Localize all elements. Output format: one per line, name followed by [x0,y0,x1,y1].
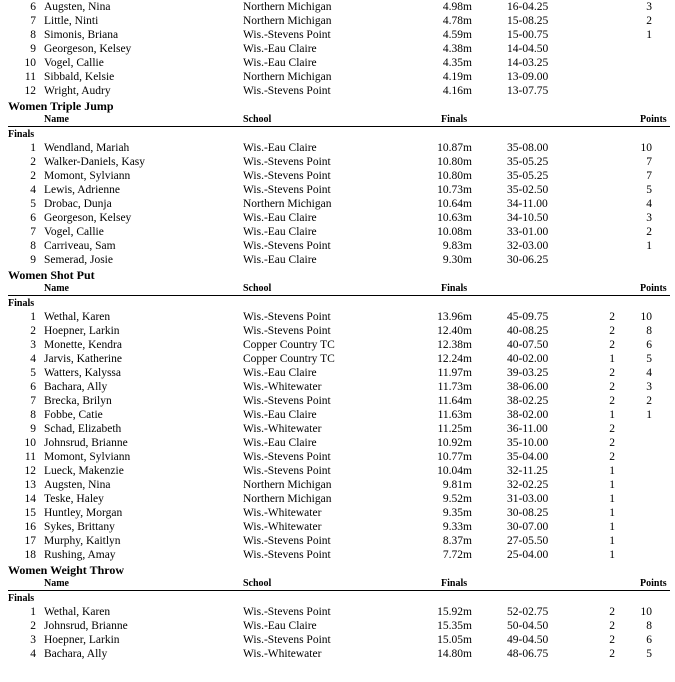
result-mark: 12.40m [437,325,472,337]
result-school: Wis.-Eau Claire [243,409,317,421]
result-points: 1 [646,409,652,421]
result-name: Drobac, Dunja [44,198,112,210]
result-row [0,422,675,436]
result-row [0,42,675,56]
result-school: Wis.-Stevens Point [243,170,331,182]
result-points: 5 [646,648,652,660]
result-heat: 1 [609,465,615,477]
event-title: Women Shot Put [8,268,95,282]
result-place: 3 [30,339,36,351]
result-place: 12 [24,85,36,97]
result-row [0,366,675,380]
result-row [0,647,675,661]
result-name: Vogel, Callie [44,226,104,238]
result-name: Georgeson, Kelsey [44,43,132,55]
result-imperial: 32-02.25 [507,479,549,491]
result-imperial: 39-03.25 [507,367,549,379]
result-place: 1 [30,606,36,618]
result-imperial: 40-07.50 [507,339,549,351]
result-row [0,253,675,267]
result-school: Wis.-Stevens Point [243,606,331,618]
result-place: 10 [24,437,36,449]
result-name: Hoepner, Larkin [44,634,120,646]
result-school: Wis.-Eau Claire [243,437,317,449]
header-finals: Finals [441,114,468,125]
result-mark: 13.96m [437,311,472,323]
result-imperial: 13-07.75 [507,85,549,97]
result-name: Georgeson, Kelsey [44,212,132,224]
result-place: 13 [24,479,36,491]
column-header [0,578,675,590]
result-name: Watters, Kalyssa [44,367,121,379]
result-row [0,450,675,464]
result-place: 5 [30,198,36,210]
result-name: Lewis, Adrienne [44,184,121,196]
result-place: 11 [24,71,36,83]
result-mark: 15.05m [437,634,472,646]
header-school: School [243,578,272,589]
result-name: Momont, Sylviann [44,170,131,182]
result-school: Wis.-Stevens Point [243,311,331,323]
result-name: Vogel, Callie [44,57,104,69]
result-place: 2 [30,620,36,632]
result-row [0,408,675,422]
result-heat: 2 [609,423,615,435]
result-school: Wis.-Stevens Point [243,549,331,561]
result-row [0,310,675,324]
header-rule [8,590,670,591]
result-heat: 1 [609,353,615,365]
result-name: Simonis, Briana [44,29,119,41]
result-row [0,464,675,478]
result-row [0,56,675,70]
finals-label: Finals [8,298,35,309]
result-name: Wendland, Mariah [44,142,130,154]
result-row [0,520,675,534]
result-mark: 15.35m [437,620,472,632]
header-name: Name [44,114,69,125]
result-heat: 1 [609,507,615,519]
header-name: Name [44,578,69,589]
result-imperial: 38-02.25 [507,395,549,407]
result-points: 5 [646,353,652,365]
result-row [0,394,675,408]
result-imperial: 38-06.00 [507,381,549,393]
result-school: Copper Country TC [243,339,335,351]
result-place: 17 [24,535,36,547]
result-row [0,225,675,239]
result-name: Wethal, Karen [44,311,111,323]
result-imperial: 52-02.75 [507,606,549,618]
result-mark: 14.80m [437,648,472,660]
result-school: Northern Michigan [243,71,332,83]
result-heat: 2 [609,437,615,449]
result-imperial: 14-03.25 [507,57,549,69]
result-mark: 9.52m [442,493,472,505]
header-finals: Finals [441,283,468,294]
result-row [0,478,675,492]
result-mark: 4.35m [442,57,472,69]
finals-label: Finals [8,593,35,604]
result-imperial: 25-04.00 [507,549,549,561]
result-imperial: 15-08.25 [507,15,549,27]
result-school: Wis.-Eau Claire [243,226,317,238]
result-name: Rushing, Amay [44,549,116,561]
result-imperial: 35-04.00 [507,451,549,463]
result-school: Wis.-Stevens Point [243,634,331,646]
result-school: Wis.-Stevens Point [243,395,331,407]
result-heat: 1 [609,409,615,421]
result-place: 2 [30,170,36,182]
result-row [0,211,675,225]
result-row [0,169,675,183]
header-points: Points [640,578,667,589]
result-imperial: 14-04.50 [507,43,549,55]
result-row [0,605,675,619]
header-points: Points [640,114,667,125]
result-row [0,141,675,155]
result-name: Wright, Audry [44,85,111,97]
result-points: 5 [646,184,652,196]
result-name: Carriveau, Sam [44,240,116,252]
result-points: 2 [646,15,652,27]
result-school: Wis.-Whitewater [243,381,322,393]
result-school: Wis.-Eau Claire [243,620,317,632]
result-heat: 2 [609,367,615,379]
result-points: 1 [646,240,652,252]
result-school: Northern Michigan [243,198,332,210]
result-school: Wis.-Whitewater [243,423,322,435]
result-place: 6 [30,1,36,13]
result-imperial: 30-07.00 [507,521,549,533]
result-points: 3 [646,381,652,393]
result-heat: 2 [609,634,615,646]
result-row [0,436,675,450]
result-mark: 9.35m [442,507,472,519]
result-row [0,619,675,633]
result-school: Northern Michigan [243,479,332,491]
result-heat: 1 [609,535,615,547]
result-mark: 11.97m [437,367,472,379]
result-school: Wis.-Stevens Point [243,29,331,41]
result-points: 10 [640,142,652,154]
result-heat: 1 [609,521,615,533]
result-school: Wis.-Whitewater [243,507,322,519]
result-name: Lueck, Makenzie [44,465,124,477]
result-mark: 9.83m [442,240,472,252]
result-heat: 2 [609,381,615,393]
result-name: Brecka, Brilyn [44,395,112,407]
result-mark: 4.16m [442,85,472,97]
result-imperial: 50-04.50 [507,620,549,632]
result-name: Wethal, Karen [44,606,111,618]
result-mark: 10.80m [437,156,472,168]
result-place: 10 [24,57,36,69]
result-imperial: 40-02.00 [507,353,549,365]
result-place: 1 [30,311,36,323]
result-school: Wis.-Whitewater [243,521,322,533]
result-mark: 9.81m [442,479,472,491]
result-place: 9 [30,423,36,435]
result-points: 6 [646,339,652,351]
result-imperial: 27-05.50 [507,535,549,547]
result-mark: 4.78m [442,15,472,27]
result-imperial: 38-02.00 [507,409,549,421]
result-points: 3 [646,212,652,224]
result-imperial: 34-11.00 [507,198,548,210]
result-school: Wis.-Whitewater [243,648,322,660]
result-imperial: 45-09.75 [507,311,549,323]
result-points: 8 [646,325,652,337]
finals-label: Finals [8,129,35,140]
result-row [0,492,675,506]
result-points: 6 [646,634,652,646]
result-name: Johnsrud, Brianne [44,620,128,632]
result-row [0,633,675,647]
result-row [0,0,675,14]
result-imperial: 35-02.50 [507,184,549,196]
result-place: 6 [30,212,36,224]
result-mark: 9.30m [442,254,472,266]
result-mark: 11.73m [437,381,472,393]
header-points: Points [640,283,667,294]
result-place: 6 [30,381,36,393]
result-heat: 2 [609,395,615,407]
result-name: Momont, Sylviann [44,451,131,463]
result-name: Sibbald, Kelsie [44,71,115,83]
result-place: 12 [24,465,36,477]
result-imperial: 36-11.00 [507,423,548,435]
result-imperial: 30-06.25 [507,254,549,266]
result-place: 4 [30,184,36,196]
result-place: 18 [24,549,36,561]
result-mark: 4.98m [442,1,472,13]
result-name: Little, Ninti [44,15,99,27]
result-row [0,183,675,197]
result-points: 2 [646,226,652,238]
result-place: 15 [24,507,36,519]
result-imperial: 32-11.25 [507,465,548,477]
result-row [0,506,675,520]
result-school: Wis.-Eau Claire [243,254,317,266]
result-name: Augsten, Nina [44,479,111,491]
result-school: Wis.-Stevens Point [243,535,331,547]
header-finals: Finals [441,578,468,589]
result-row [0,84,675,98]
result-row [0,239,675,253]
result-points: 7 [646,156,652,168]
result-imperial: 32-03.00 [507,240,549,252]
result-imperial: 40-08.25 [507,325,549,337]
result-school: Wis.-Stevens Point [243,325,331,337]
result-mark: 11.63m [437,409,472,421]
result-name: Walker-Daniels, Kasy [44,156,146,168]
result-name: Jarvis, Katherine [44,353,122,365]
result-name: Fobbe, Catie [44,409,103,421]
result-mark: 10.80m [437,170,472,182]
result-place: 3 [30,634,36,646]
result-school: Northern Michigan [243,15,332,27]
result-name: Teske, Haley [44,493,104,505]
result-imperial: 30-08.25 [507,507,549,519]
header-rule [8,295,670,296]
result-name: Huntley, Morgan [44,507,123,519]
result-mark: 11.25m [437,423,472,435]
result-place: 8 [30,240,36,252]
result-heat: 1 [609,479,615,491]
result-school: Wis.-Eau Claire [243,43,317,55]
result-school: Northern Michigan [243,493,332,505]
result-mark: 10.73m [437,184,472,196]
result-place: 4 [30,353,36,365]
result-points: 4 [646,367,652,379]
result-mark: 10.63m [437,212,472,224]
result-place: 9 [30,43,36,55]
result-imperial: 34-10.50 [507,212,549,224]
result-mark: 4.38m [442,43,472,55]
result-name: Semerad, Josie [44,254,113,266]
result-place: 2 [30,156,36,168]
result-mark: 10.64m [437,198,472,210]
result-row [0,534,675,548]
result-school: Copper Country TC [243,353,335,365]
result-place: 7 [30,15,36,27]
result-row [0,70,675,84]
result-mark: 12.38m [437,339,472,351]
result-row [0,324,675,338]
result-heat: 2 [609,451,615,463]
result-row [0,548,675,562]
result-name: Monette, Kendra [44,339,122,351]
result-name: Sykes, Brittany [44,521,115,533]
result-school: Wis.-Stevens Point [243,465,331,477]
result-mark: 10.92m [437,437,472,449]
result-school: Wis.-Eau Claire [243,367,317,379]
result-points: 8 [646,620,652,632]
result-place: 7 [30,395,36,407]
result-name: Murphy, Kaitlyn [44,535,121,547]
result-row [0,155,675,169]
result-name: Hoepner, Larkin [44,325,120,337]
result-heat: 1 [609,549,615,561]
result-heat: 2 [609,620,615,632]
result-place: 14 [24,493,36,505]
result-mark: 9.33m [442,521,472,533]
result-mark: 11.64m [437,395,472,407]
result-place: 4 [30,648,36,660]
result-row [0,338,675,352]
result-points: 10 [640,311,652,323]
result-mark: 10.87m [437,142,472,154]
result-row [0,352,675,366]
result-name: Johnsrud, Brianne [44,437,128,449]
result-place: 11 [24,451,36,463]
result-place: 8 [30,409,36,421]
result-school: Wis.-Stevens Point [243,156,331,168]
result-mark: 8.37m [442,535,472,547]
result-heat: 1 [609,493,615,505]
result-place: 8 [30,29,36,41]
result-imperial: 35-08.00 [507,142,549,154]
result-points: 4 [646,198,652,210]
result-imperial: 49-04.50 [507,634,549,646]
header-name: Name [44,283,69,294]
result-imperial: 13-09.00 [507,71,549,83]
event-title: Women Weight Throw [8,563,125,577]
result-imperial: 35-05.25 [507,156,549,168]
result-mark: 12.24m [437,353,472,365]
result-mark: 7.72m [442,549,472,561]
result-imperial: 33-01.00 [507,226,549,238]
result-school: Wis.-Eau Claire [243,212,317,224]
result-points: 10 [640,606,652,618]
result-mark: 10.04m [437,465,472,477]
event-title: Women Triple Jump [8,99,114,113]
result-imperial: 35-05.25 [507,170,549,182]
header-rule [8,126,670,127]
result-school: Wis.-Stevens Point [243,85,331,97]
result-mark: 10.77m [437,451,472,463]
result-place: 1 [30,142,36,154]
result-place: 7 [30,226,36,238]
result-place: 2 [30,325,36,337]
result-school: Wis.-Eau Claire [243,57,317,69]
result-row [0,380,675,394]
result-mark: 15.92m [437,606,472,618]
result-imperial: 48-06.75 [507,648,549,660]
result-mark: 4.59m [442,29,472,41]
column-header [0,283,675,295]
result-points: 3 [646,1,652,13]
result-imperial: 31-03.00 [507,493,549,505]
result-row [0,28,675,42]
result-imperial: 35-10.00 [507,437,549,449]
result-heat: 2 [609,325,615,337]
result-heat: 2 [609,339,615,351]
result-imperial: 15-00.75 [507,29,549,41]
result-school: Wis.-Stevens Point [243,184,331,196]
result-school: Wis.-Stevens Point [243,451,331,463]
result-heat: 2 [609,311,615,323]
result-place: 9 [30,254,36,266]
result-name: Bachara, Ally [44,381,108,393]
result-heat: 2 [609,648,615,660]
result-name: Augsten, Nina [44,1,111,13]
result-place: 5 [30,367,36,379]
result-points: 7 [646,170,652,182]
result-name: Bachara, Ally [44,648,108,660]
result-points: 1 [646,29,652,41]
column-header [0,114,675,126]
result-heat: 2 [609,606,615,618]
result-mark: 10.08m [437,226,472,238]
result-school: Northern Michigan [243,1,332,13]
result-row [0,197,675,211]
result-row [0,14,675,28]
result-name: Schad, Elizabeth [44,423,122,435]
result-points: 2 [646,395,652,407]
result-school: Wis.-Stevens Point [243,240,331,252]
header-school: School [243,283,272,294]
result-imperial: 16-04.25 [507,1,549,13]
result-place: 16 [24,521,36,533]
result-mark: 4.19m [442,71,472,83]
header-school: School [243,114,272,125]
result-school: Wis.-Eau Claire [243,142,317,154]
